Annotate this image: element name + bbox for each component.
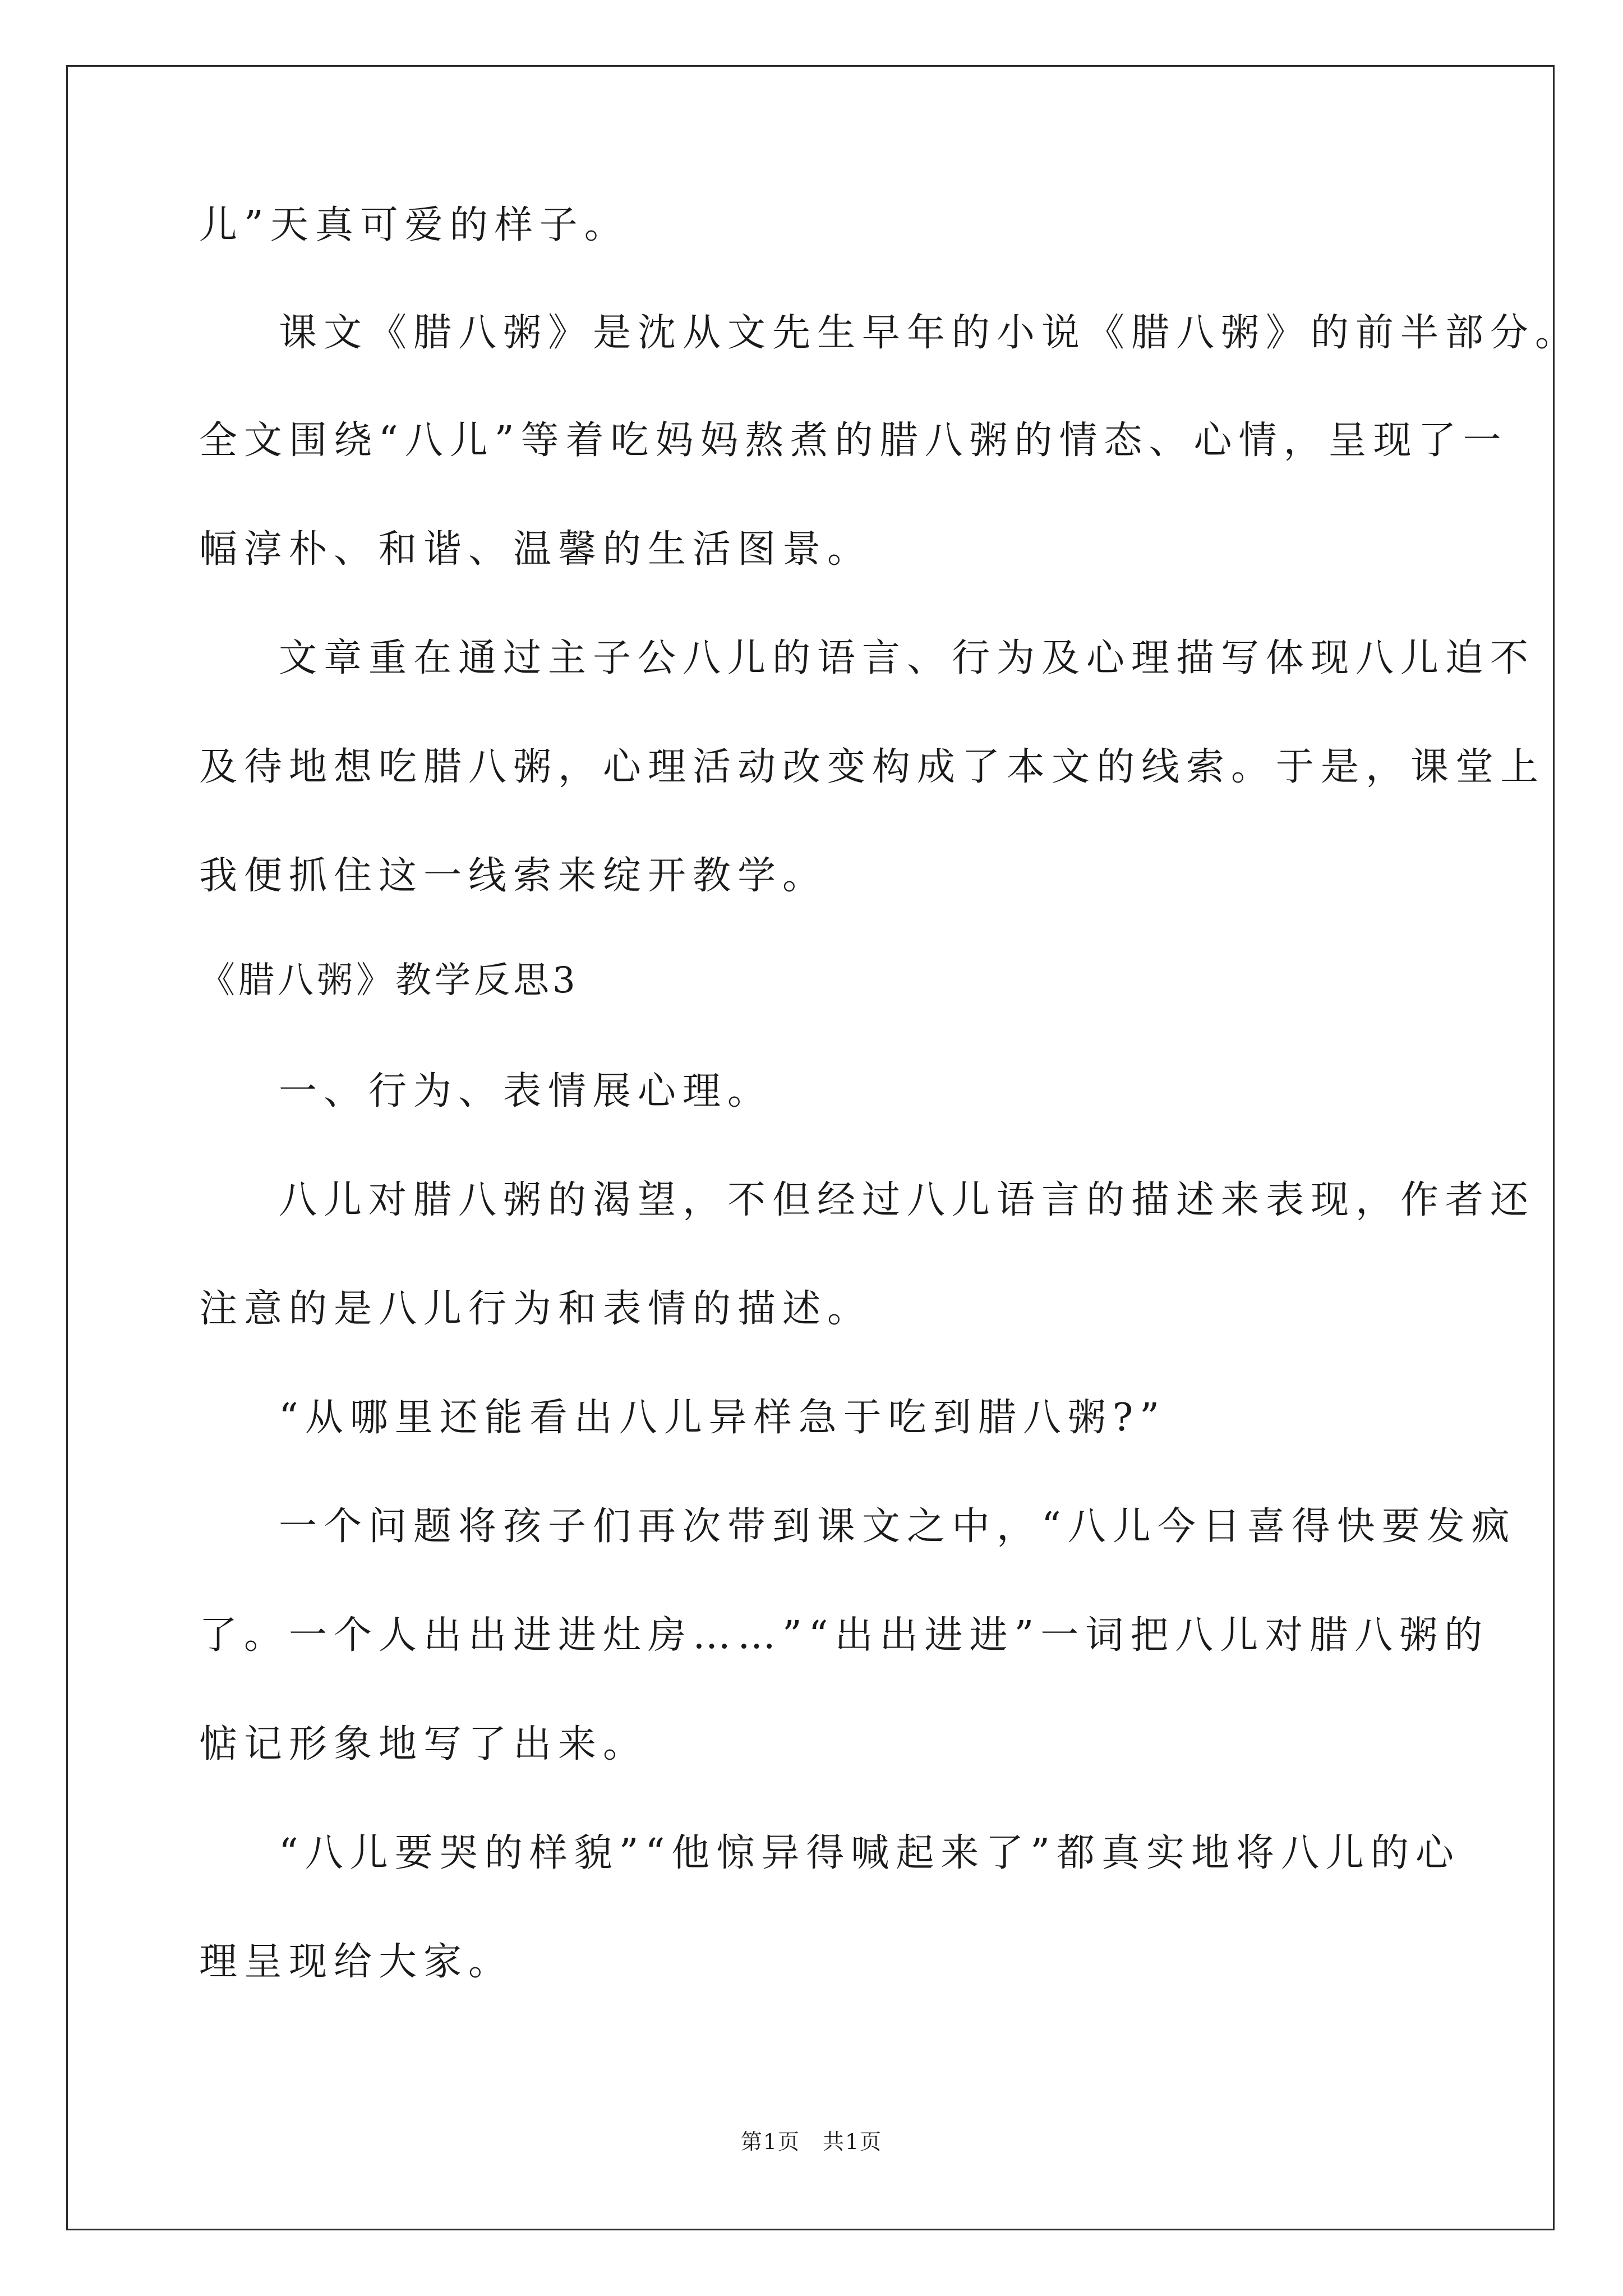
- paragraph-4-line-2: 了。一个人出出进进灶房……”“出出进进”一词把八儿对腊八粥的: [199, 1613, 1490, 1658]
- paragraph-5-line-1: “八儿要哭的样貌”“他惊异得喊起来了”都真实地将八儿的心: [279, 1831, 1461, 1875]
- subheading: 一、行为、表情展心理。: [279, 1069, 773, 1114]
- paragraph-4-line-1: 一个问题将孩子们再次带到课文之中，“八儿今日喜得快要发疯: [279, 1504, 1516, 1549]
- paragraph-5-line-2: 理呈现给大家。: [199, 1940, 514, 1984]
- quote-question: “从哪里还能看出八儿异样急于吃到腊八粥?”: [279, 1396, 1166, 1440]
- page-number-footer: 第1页 共1页: [740, 2129, 883, 2154]
- text-line-1: 儿”天真可爱的样子。: [199, 203, 629, 247]
- paragraph-2-line-1: 文章重在通过主子公八儿的语言、行为及心理描写体现八儿迫不: [279, 636, 1536, 680]
- paragraph-1-line-2: 全文围绕“八儿”等着吃妈妈熬煮的腊八粥的情态、心情，呈现了一: [199, 418, 1508, 463]
- paragraph-4-line-3: 惦记形象地写了出来。: [199, 1722, 648, 1766]
- paragraph-3-line-1: 八儿对腊八粥的渴望，不但经过八儿语言的描述来表现，作者还: [279, 1178, 1536, 1222]
- paragraph-3-line-2: 注意的是八儿行为和表情的描述。: [199, 1287, 873, 1331]
- paragraph-1-line-3: 幅淳朴、和谐、温馨的生活图景。: [199, 527, 873, 572]
- paragraph-2-line-2: 及待地想吃腊八粥，心理活动改变构成了本文的线索。于是，课堂上: [199, 745, 1546, 789]
- section-heading: 《腊八粥》教学反思3: [199, 960, 579, 1001]
- page-border: [66, 65, 1555, 2230]
- paragraph-2-line-3: 我便抓住这一线索来绽开教学。: [199, 854, 828, 898]
- paragraph-1-line-1: 课文《腊八粥》是沈从文先生早年的小说《腊八粥》的前半部分。: [279, 311, 1580, 355]
